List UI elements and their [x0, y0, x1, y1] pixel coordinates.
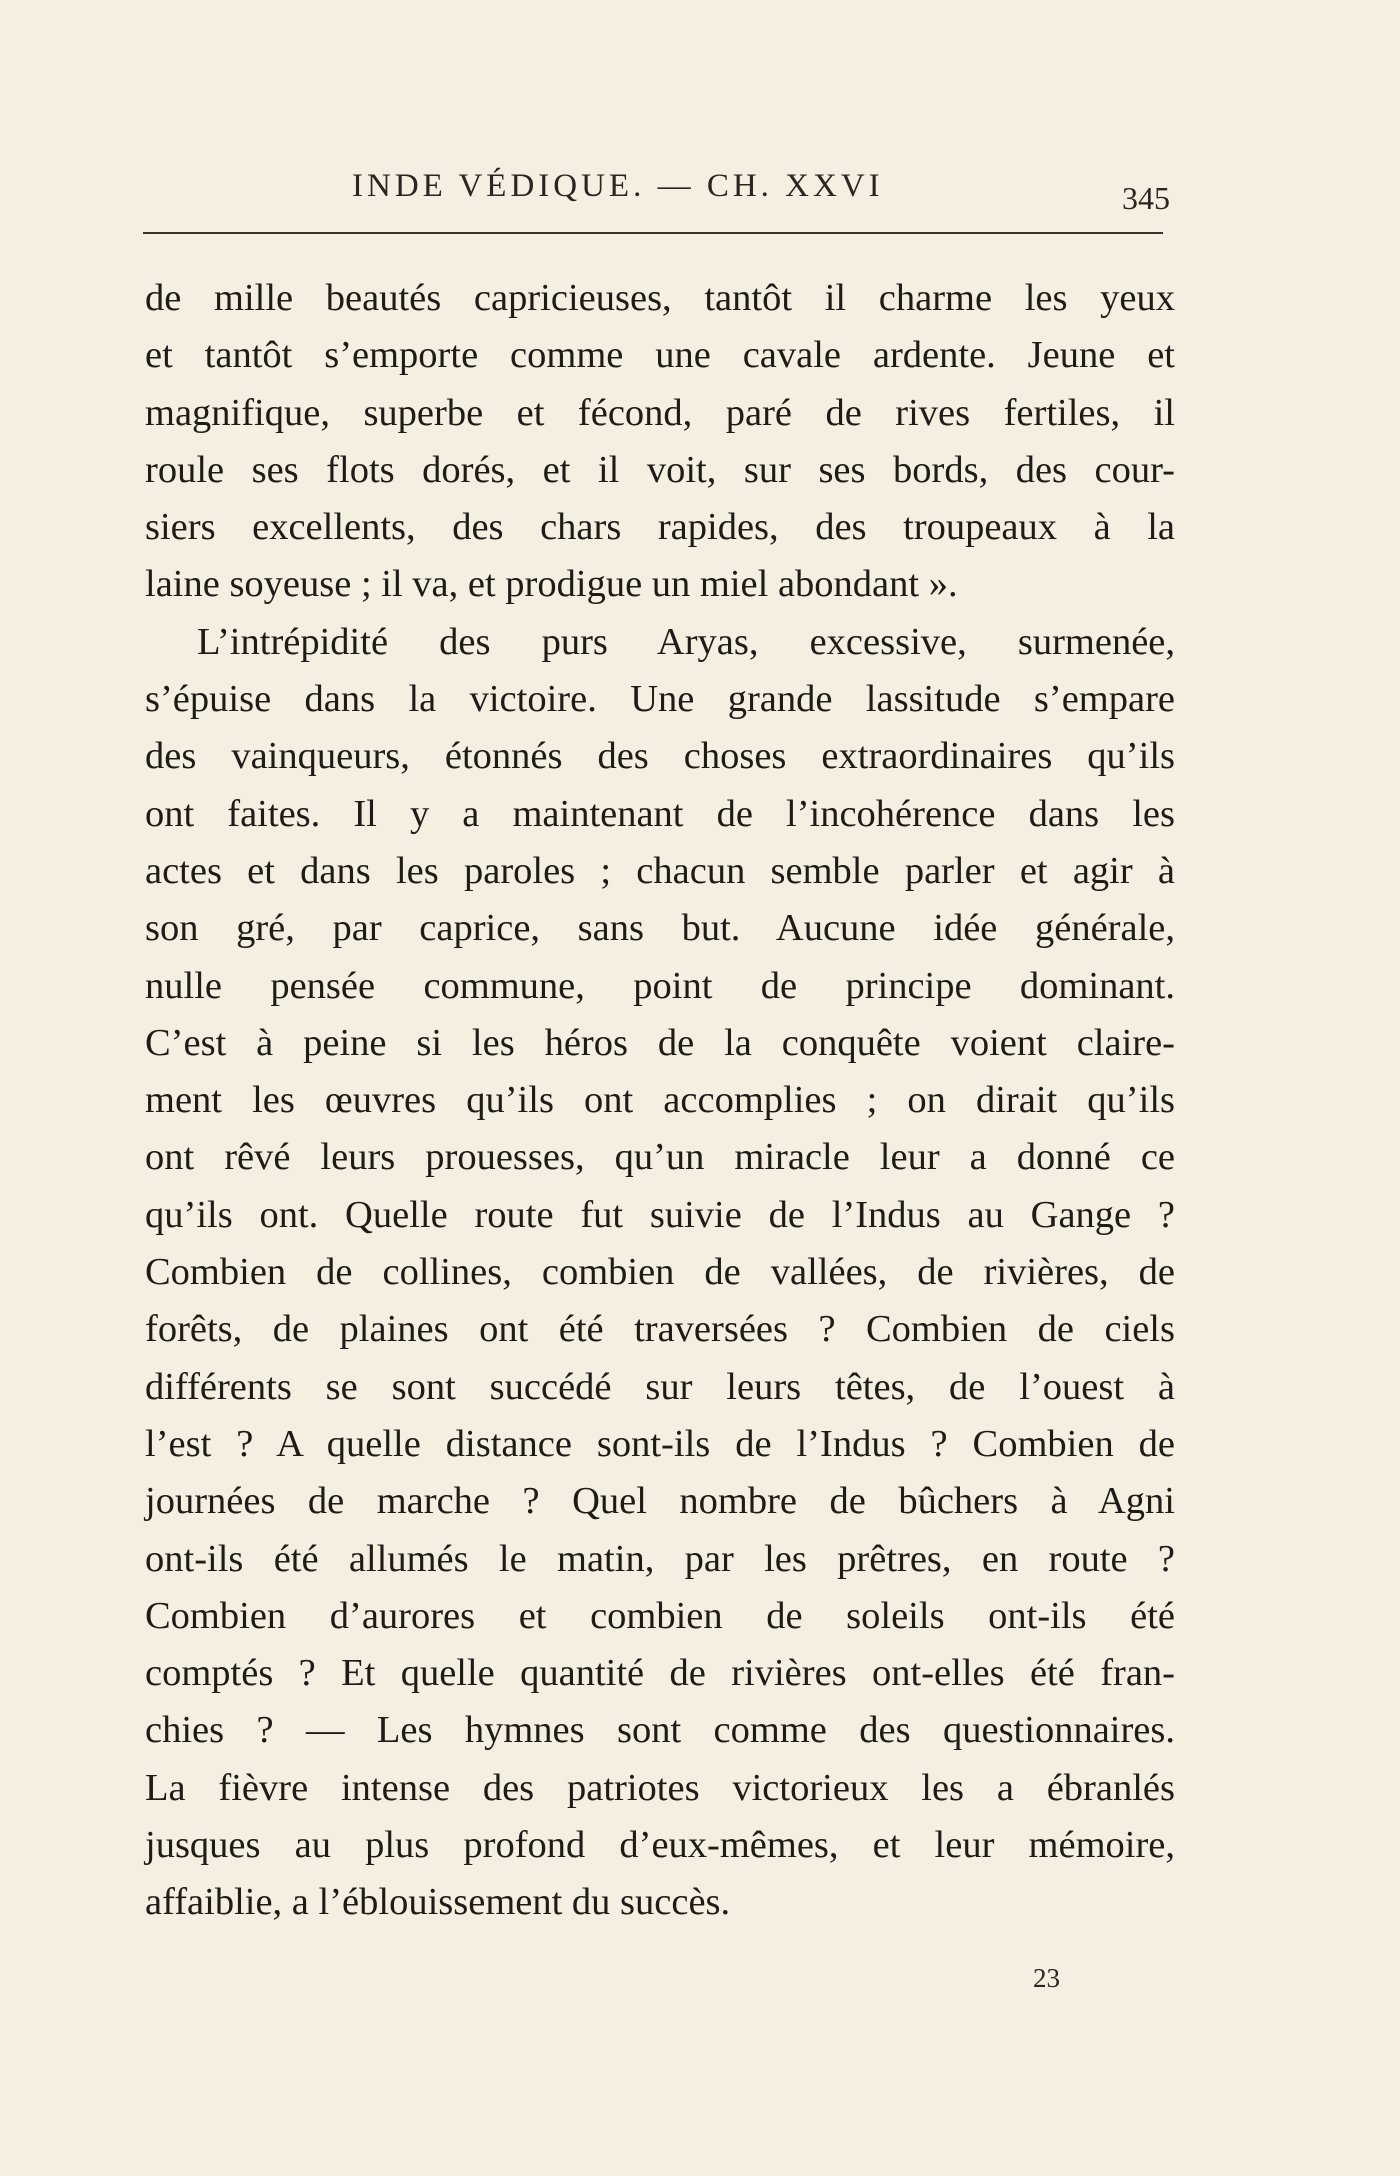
header-rule — [143, 232, 1163, 234]
text-line: qu’ils ont. Quelle route fut suivie de l’Indus au Gange ? — [145, 1193, 1175, 1236]
text-line: La fièvre intense des patriotes victorieux les a ébranlés — [145, 1766, 1175, 1809]
text-line: l’est ? A quelle distance sont-ils de l’Indus ? Combien de — [145, 1422, 1175, 1465]
text-line: actes et dans les paroles ; chacun semble parler et agir à — [145, 849, 1175, 892]
text-line: de mille beautés capricieuses, tantôt il charme les yeux — [145, 277, 1175, 319]
text-line: jusques au plus profond d’eux-mêmes, et leur mémoire, — [145, 1824, 1175, 1867]
text-line: des vainqueurs, étonnés des choses extraordinaires qu’ils — [145, 735, 1175, 778]
text-line: Combien d’aurores et combien de soleils ont-ils été — [145, 1594, 1175, 1637]
text-line: roule ses flots dorés, et il voit, sur ses bords, des cour- — [145, 448, 1175, 491]
text-line: C’est à peine si les héros de la conquête voient claire- — [145, 1021, 1175, 1064]
body-text — [145, 270, 1175, 1932]
text-line: comptés ? Et quelle quantité de rivières ont-elles été fran- — [145, 1652, 1175, 1695]
text-line: affaiblie, a l’éblouissement du succès. — [145, 1881, 731, 1924]
text-line: ont faites. Il y a maintenant de l’incohérence dans les — [145, 792, 1175, 835]
text-line: magnifique, superbe et fécond, paré de rives fertiles, il — [145, 391, 1175, 434]
text-line: siers excellents, des chars rapides, des troupeaux à la — [145, 506, 1175, 549]
text-line: laine soyeuse ; il va, et prodigue un miel abondant ». — [145, 563, 958, 606]
text-line: Combien de collines, combien de vallées, de rivières, de — [145, 1251, 1175, 1294]
text-line: différents se sont succédé sur leurs têtes, de l’ouest à — [145, 1365, 1175, 1408]
text-line: ont-ils été allumés le matin, par les prêtres, en route ? — [145, 1537, 1175, 1580]
text-line: et tantôt s’emporte comme une cavale ardente. Jeune et — [145, 334, 1175, 377]
text-line: L’intrépidité des purs Aryas, excessive, surmenée, — [197, 620, 1175, 663]
signature-mark: 23 — [1033, 1963, 1060, 1993]
text-line: forêts, de plaines ont été traversées ? Combien de ciels — [145, 1308, 1175, 1351]
text-line: ont rêvé leurs prouesses, qu’un miracle leur a donné ce — [145, 1136, 1175, 1179]
text-line: son gré, par caprice, sans but. Aucune idée générale, — [145, 907, 1175, 950]
text-line: s’épuise dans la victoire. Une grande lassitude s’empare — [145, 678, 1175, 721]
text-line: journées de marche ? Quel nombre de bûchers à Agni — [145, 1480, 1175, 1523]
text-line: chies ? — Les hymnes sont comme des questionnaires. — [145, 1709, 1175, 1752]
text-line: ment les œuvres qu’ils ont accomplies ; on dirait qu’ils — [145, 1079, 1175, 1122]
running-head: INDE VÉDIQUE. — CH. XXVI — [352, 168, 884, 204]
page-number: 345 — [1122, 180, 1170, 216]
text-line: nulle pensée commune, point de principe dominant. — [145, 964, 1175, 1007]
